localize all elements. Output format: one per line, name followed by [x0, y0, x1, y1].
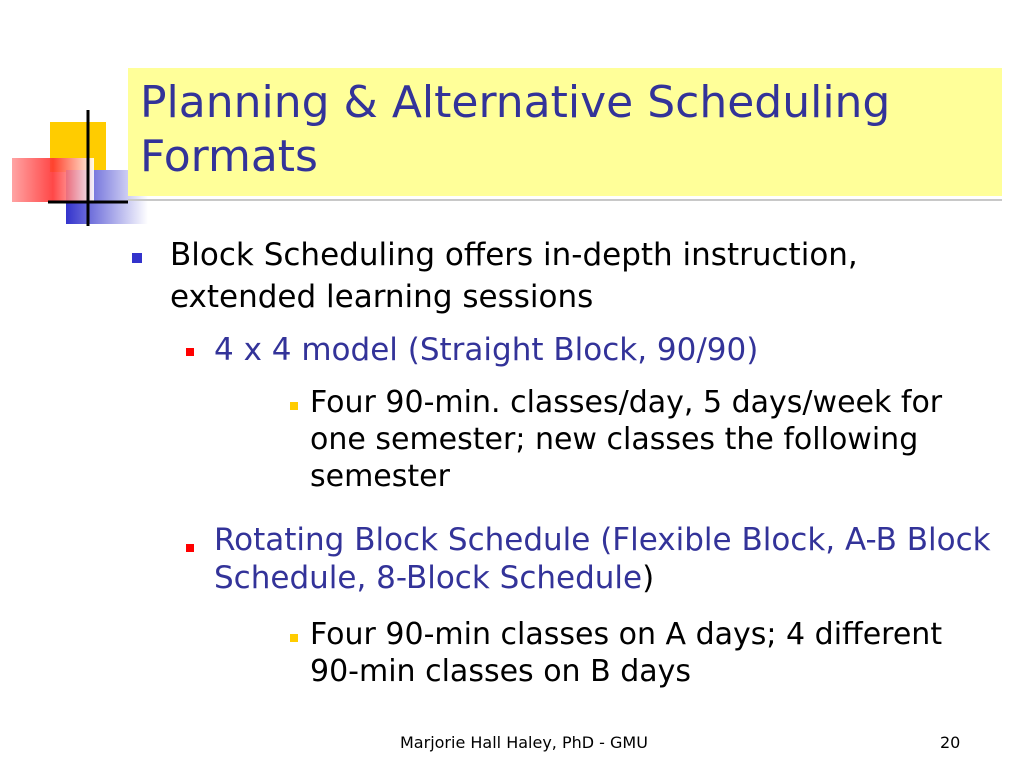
page-number: 20: [940, 733, 961, 752]
bullet-level1: Block Scheduling offers in-depth instruction, extended learning sessions: [170, 237, 858, 315]
rotating-block-text: Rotating Block Schedule (Flexible Block, A-B Block Schedule, 8-Block Schedule: [214, 522, 991, 596]
bullet-square-icon: [186, 348, 194, 356]
bullet-level2: [214, 521, 1004, 597]
slide-title: Planning & Alternative Scheduling Formats: [140, 77, 891, 182]
bullet-square-icon: [132, 253, 142, 263]
footer-author: Marjorie Hall Haley, PhD - GMU: [400, 733, 648, 752]
bullet-level2: 4 x 4 model (Straight Block, 90/90): [214, 332, 759, 368]
bullet-square-icon: [186, 544, 194, 552]
bullet-square-icon: [290, 402, 298, 410]
bullet-level3: Four 90-min classes on A days; 4 different 90-min classes on B days: [310, 617, 943, 689]
bullet-level3: Four 90-min. classes/day, 5 days/week for one semester; new classes the following semester: [310, 385, 943, 494]
bullet-square-icon: [290, 634, 298, 642]
title-divider: [128, 199, 1002, 201]
closing-paren: ): [642, 560, 655, 596]
